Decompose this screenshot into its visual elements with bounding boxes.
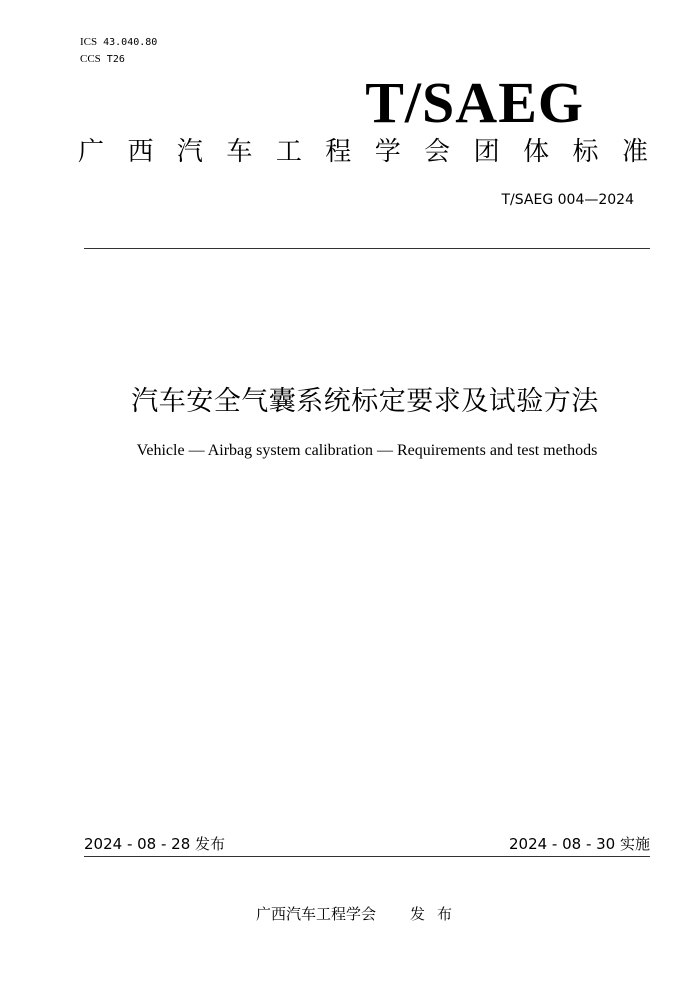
standard-type-char: 广 — [78, 137, 105, 167]
standard-type-char: 标 — [572, 137, 599, 167]
standard-type-char: 程 — [325, 137, 352, 167]
standard-type-char: 学 — [374, 137, 401, 167]
standard-number: T/SAEG 004—2024 — [501, 192, 634, 208]
publisher-name: 广西汽车工程学会 — [256, 905, 377, 923]
publisher-line — [256, 904, 464, 924]
standard-type-char: 西 — [127, 137, 154, 167]
title-chinese: 汽车安全气囊系统标定要求及试验方法 — [131, 386, 599, 417]
standard-type-char: 准 — [621, 137, 648, 167]
ccs-label: CCS — [80, 53, 101, 65]
standard-type-char: 车 — [226, 137, 253, 167]
standard-type-char: 团 — [473, 137, 500, 167]
ics-row — [80, 34, 157, 51]
classification-block — [80, 34, 157, 68]
standard-type-char: 会 — [424, 137, 451, 167]
standard-type-char: 汽 — [176, 137, 203, 167]
ccs-row — [80, 51, 157, 68]
org-code: T/SAEG — [365, 70, 584, 135]
standard-type-char: 工 — [275, 137, 302, 167]
publisher-action: 发布 — [410, 905, 465, 923]
standard-type-char: 体 — [523, 137, 550, 167]
issue-date: 2024 - 08 - 28 发布 — [84, 835, 226, 853]
bottom-divider — [84, 856, 650, 857]
ics-value: 43.040.80 — [103, 37, 158, 48]
ccs-value: T26 — [106, 54, 125, 65]
ics-label: ICS — [80, 36, 98, 48]
top-divider — [84, 248, 650, 249]
implementation-date: 2024 - 08 - 30 实施 — [508, 835, 650, 853]
standard-type — [78, 134, 648, 170]
title-english: Vehicle — Airbag system calibration — Requirements and test methods — [136, 442, 598, 459]
